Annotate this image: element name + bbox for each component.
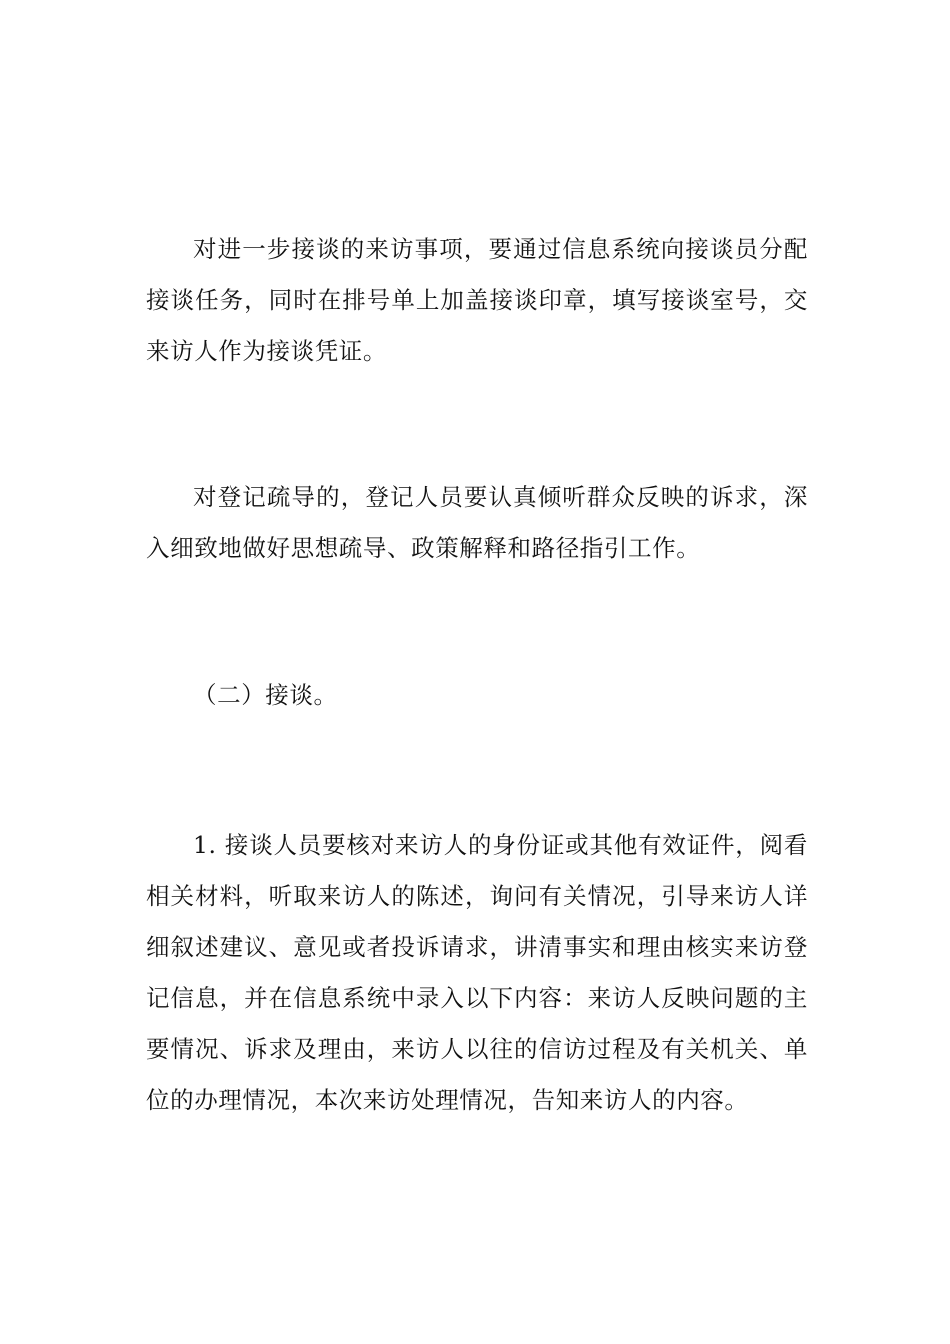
paragraph-interview-procedure: 1. 接谈人员要核对来访人的身份证或其他有效证件，阅看相关材料，听取来访人的陈述，询问有关情况，引导来访人详细叙述建议、意见或者投诉请求，讲清事实和理由核实来访登记信息，并在信息系统中录入以下内容：来访人反映问题的主要情况、诉求及理由，来访人以往的信访过程及有关机关、单位的办理情况，本次来访处理情况，告知来访人的内容。	[146, 831, 808, 1114]
section-heading-interview: （二）接谈。	[193, 681, 338, 709]
paragraph-assign-interview-task: 对进一步接谈的来访事项，要通过信息系统向接谈员分配接谈任务，同时在排号单上加盖接谈印章，填写接谈室号，交来访人作为接谈凭证。	[146, 235, 808, 365]
paragraph-registration-guidance: 对登记疏导的，登记人员要认真倾听群众反映的诉求，深入细致地做好思想疏导、政策解释和路径指引工作。	[146, 483, 808, 562]
